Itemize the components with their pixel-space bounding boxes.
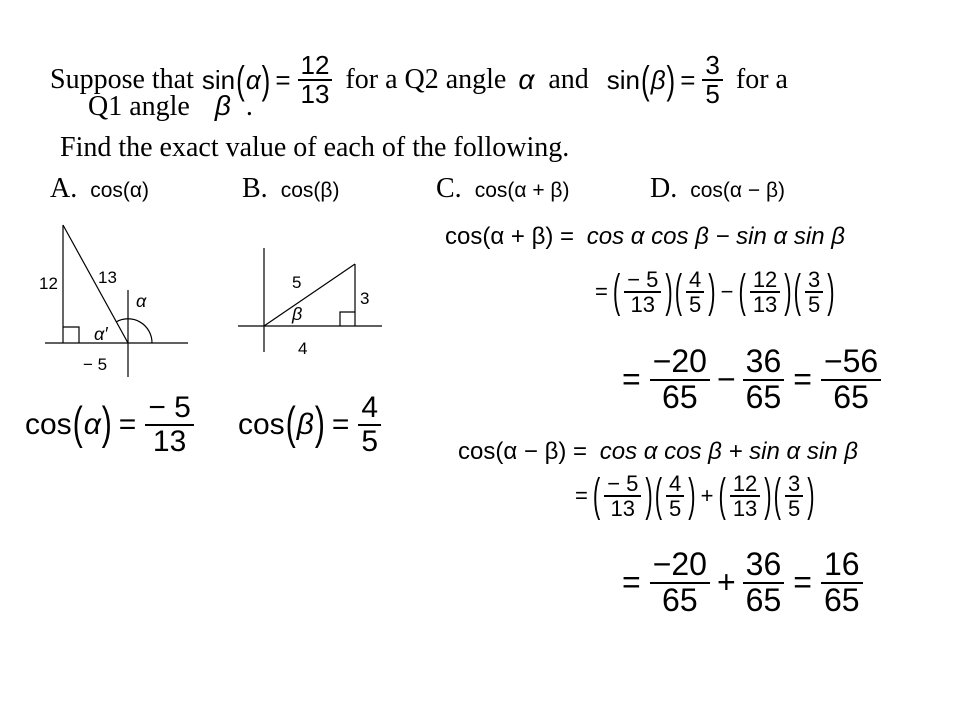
numerator: 12 bbox=[752, 267, 778, 292]
instruction-text: Find the exact value of each of the following. bbox=[60, 132, 570, 163]
numerator: 16 bbox=[823, 546, 860, 582]
part-b-expression: cos(β) bbox=[280, 179, 340, 202]
sin-function: sin bbox=[201, 64, 236, 95]
hyp-label: 13 bbox=[98, 268, 117, 287]
right-angle-mark bbox=[63, 327, 79, 343]
reference-angle-label: α′ bbox=[94, 324, 108, 344]
denominator: 65 bbox=[823, 581, 860, 618]
diff-identity-lhs: cos(α − β) = bbox=[458, 438, 588, 465]
adj-label: − 5 bbox=[83, 355, 108, 374]
denominator: 13 bbox=[152, 424, 187, 458]
numerator: 12 bbox=[732, 471, 758, 496]
fraction bbox=[743, 548, 785, 617]
operator: + bbox=[700, 483, 714, 509]
for-a-text: for a bbox=[735, 64, 788, 95]
part-b-label: B. bbox=[242, 173, 268, 204]
diff-identity bbox=[458, 438, 858, 466]
numerator: 3 bbox=[787, 471, 801, 496]
part-d bbox=[650, 173, 785, 205]
denominator: 5 bbox=[807, 292, 821, 318]
part-d-label: D. bbox=[650, 173, 678, 204]
numerator: − 5 bbox=[148, 391, 191, 424]
numerator: 36 bbox=[745, 343, 782, 379]
fraction bbox=[650, 345, 710, 414]
denominator: 65 bbox=[745, 581, 782, 618]
alpha-triangle-diagram bbox=[30, 215, 200, 385]
right-angle-mark bbox=[340, 312, 355, 326]
for-q2-text: for a Q2 angle bbox=[345, 64, 507, 95]
alpha-symbol: α bbox=[83, 407, 101, 441]
part-d-expression: cos(α − β) bbox=[690, 179, 786, 202]
fraction bbox=[604, 472, 641, 520]
numerator: 4 bbox=[689, 267, 702, 292]
alpha-angle-label: α bbox=[136, 291, 147, 311]
denominator: 13 bbox=[752, 292, 778, 318]
numerator: 12 bbox=[300, 49, 330, 80]
beta-symbol: β bbox=[650, 64, 666, 95]
numerator: −20 bbox=[652, 343, 707, 379]
diff-result: = $\frac{-20}{65}$ + $\frac{36}{65}$ = $\frac{16}{65}$ bbox=[622, 548, 866, 617]
beta-symbol: β bbox=[296, 407, 314, 441]
opp-label: 12 bbox=[39, 274, 58, 293]
fraction bbox=[666, 472, 684, 520]
sin-beta-expression: sin ( β ) = $\frac{3}{5}$ bbox=[607, 52, 726, 109]
fraction-4-5 bbox=[358, 392, 381, 457]
fraction bbox=[650, 548, 710, 617]
diff-identity-rhs: cos α cos β + sin α sin β bbox=[599, 438, 858, 465]
numerator: −56 bbox=[823, 343, 879, 379]
denominator: 13 bbox=[300, 79, 330, 109]
part-c-expression: cos(α + β) bbox=[474, 179, 570, 202]
fraction bbox=[750, 268, 780, 316]
denominator: 5 bbox=[361, 424, 379, 458]
denominator: 13 bbox=[610, 496, 636, 522]
and-text: and bbox=[548, 64, 589, 95]
fraction-final bbox=[821, 548, 863, 617]
denominator: 65 bbox=[662, 581, 698, 618]
hypotenuse bbox=[264, 264, 355, 326]
diff-substitution: = ( $\frac{- 5}{13}$ ) ( $\frac{4}{5}$ ) + ( $\frac{12}{13}$ ) ( $\frac{3}{5}$ ) bbox=[575, 468, 815, 522]
denominator: 65 bbox=[662, 378, 698, 415]
denominator: 5 bbox=[705, 79, 720, 109]
fraction bbox=[730, 472, 760, 520]
fraction-3-5 bbox=[702, 49, 722, 109]
cos-alpha-answer: cos ( α ) = $\frac{- 5}{13}$ bbox=[25, 392, 197, 457]
part-a-expression: cos(α) bbox=[90, 179, 150, 202]
numerator: 4 bbox=[361, 391, 379, 424]
beta-triangle-diagram bbox=[230, 240, 390, 370]
part-a-label: A. bbox=[50, 173, 78, 204]
fraction bbox=[624, 268, 661, 316]
problem-line-2 bbox=[88, 90, 253, 123]
fraction bbox=[805, 268, 823, 316]
fraction-12-13 bbox=[298, 49, 333, 109]
suppose-text: Suppose that bbox=[50, 64, 194, 95]
beta-angle-label: β bbox=[292, 304, 303, 324]
part-b bbox=[242, 173, 339, 205]
operator: + bbox=[716, 564, 736, 601]
denominator: 65 bbox=[833, 378, 869, 415]
operator: − bbox=[716, 361, 736, 398]
beta-symbol: β bbox=[214, 90, 231, 121]
cos-beta-answer: cos ( β ) = $\frac{4}{5}$ bbox=[238, 392, 384, 457]
hyp-label: 5 bbox=[292, 273, 302, 292]
denominator: 13 bbox=[630, 292, 656, 318]
alpha-symbol: α bbox=[245, 64, 261, 95]
sum-identity-lhs: cos(α + β) = bbox=[445, 223, 575, 250]
denominator: 5 bbox=[669, 496, 682, 522]
denominator: 5 bbox=[787, 496, 801, 522]
fraction-final bbox=[821, 345, 881, 414]
sin-alpha-expression: sin ( α ) = $\frac{12}{13}$ bbox=[202, 52, 336, 109]
numerator: − 5 bbox=[627, 267, 659, 292]
numerator: 3 bbox=[705, 49, 720, 80]
numerator: 4 bbox=[669, 471, 682, 496]
numerator: −20 bbox=[652, 546, 707, 582]
fraction-neg5-13 bbox=[145, 392, 194, 457]
q1-angle-text: Q1 angle bbox=[88, 91, 190, 122]
sum-result: = $\frac{-20}{65}$ − $\frac{36}{65}$ = $\frac{-56}{65}$ bbox=[622, 345, 884, 414]
denominator: 13 bbox=[732, 496, 758, 522]
period: . bbox=[245, 91, 253, 122]
alpha-symbol: α bbox=[518, 64, 535, 95]
operator: − bbox=[720, 279, 734, 305]
denominator: 65 bbox=[745, 378, 782, 415]
opp-label: 3 bbox=[360, 289, 370, 308]
numerator: − 5 bbox=[607, 471, 639, 496]
denominator: 5 bbox=[689, 292, 702, 318]
cos-function: cos bbox=[238, 407, 285, 441]
numerator: 36 bbox=[745, 546, 782, 582]
numerator: 3 bbox=[807, 267, 821, 292]
adj-label: 4 bbox=[298, 339, 308, 358]
part-a bbox=[50, 173, 149, 205]
part-c bbox=[436, 173, 570, 205]
sin-function: sin bbox=[606, 64, 641, 95]
sum-identity bbox=[445, 223, 845, 251]
fraction bbox=[785, 472, 803, 520]
part-c-label: C. bbox=[436, 173, 462, 204]
cos-function: cos bbox=[25, 407, 72, 441]
fraction bbox=[743, 345, 785, 414]
fraction bbox=[686, 268, 704, 316]
sum-substitution: = ( $\frac{- 5}{13}$ ) ( $\frac{4}{5}$ ) − ( $\frac{12}{13}$ ) ( $\frac{3}{5}$ ) bbox=[595, 264, 835, 318]
sum-identity-rhs: cos α cos β − sin α sin β bbox=[586, 223, 845, 250]
